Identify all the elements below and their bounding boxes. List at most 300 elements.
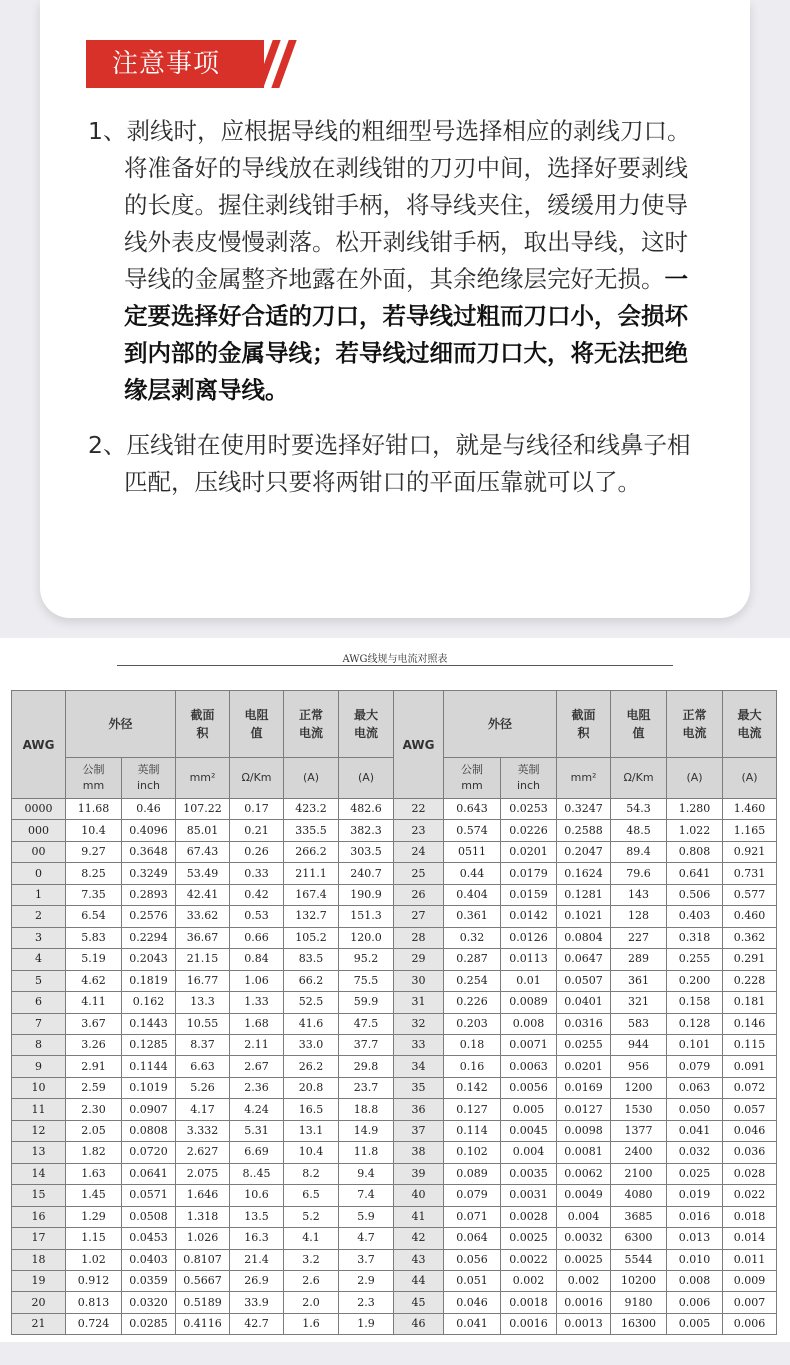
table-cell: 1.460: [723, 799, 777, 820]
table-row: [12, 1013, 777, 1034]
awg-gauge-cell: 5: [12, 970, 66, 991]
awg-gauge-cell: 28: [394, 927, 444, 948]
table-cell: 0.0016: [501, 1313, 557, 1334]
table-cell: 266.2: [284, 841, 339, 862]
header-metric: 公制 mm: [444, 758, 501, 799]
awg-gauge-cell: 15: [12, 1185, 66, 1206]
table-cell: 14.9: [339, 1120, 394, 1141]
header-imperial: 英制 inch: [501, 758, 557, 799]
awg-gauge-cell: 46: [394, 1313, 444, 1334]
table-cell: 0.158: [667, 992, 723, 1013]
table-cell: 0.005: [501, 1099, 557, 1120]
table-cell: 0.0253: [501, 799, 557, 820]
table-cell: 42.7: [230, 1313, 284, 1334]
table-cell: 0.2294: [122, 927, 176, 948]
awg-gauge-cell: 21: [12, 1313, 66, 1334]
table-cell: 3.26: [66, 1034, 122, 1055]
bottom-strip: [0, 1342, 790, 1365]
table-row: [12, 949, 777, 970]
table-cell: 0.361: [444, 906, 501, 927]
table-cell: 0.0201: [557, 1056, 611, 1077]
table-row: [12, 906, 777, 927]
table-cell: 29.8: [339, 1056, 394, 1077]
note-paragraph-2: [88, 427, 698, 501]
awg-gauge-cell: 0: [12, 863, 66, 884]
table-cell: 1.15: [66, 1228, 122, 1249]
awg-gauge-cell: 18: [12, 1249, 66, 1270]
table-cell: 67.43: [176, 841, 230, 862]
table-cell: 0.0316: [557, 1013, 611, 1034]
table-cell: 3.332: [176, 1120, 230, 1141]
table-cell: 0.3648: [122, 841, 176, 862]
table-cell: 1.45: [66, 1185, 122, 1206]
table-cell: 4080: [611, 1185, 667, 1206]
table-cell: 4.7: [339, 1228, 394, 1249]
table-row: [12, 1099, 777, 1120]
table-cell: 0.0359: [122, 1270, 176, 1291]
table-row: [12, 927, 777, 948]
table-cell: 33.62: [176, 906, 230, 927]
table-cell: 0.0063: [501, 1056, 557, 1077]
table-cell: 0.0401: [557, 992, 611, 1013]
table-cell: 2.59: [66, 1077, 122, 1098]
table-cell: 21.15: [176, 949, 230, 970]
table-cell: 0.018: [723, 1206, 777, 1227]
table-cell: 0.921: [723, 841, 777, 862]
header-diameter: 外径: [444, 691, 557, 758]
table-row: [12, 1056, 777, 1077]
table-cell: 0.007: [723, 1292, 777, 1313]
table-cell: 0.0022: [501, 1249, 557, 1270]
table-cell: 0.17: [230, 799, 284, 820]
table-cell: 120.0: [339, 927, 394, 948]
awg-gauge-cell: 12: [12, 1120, 66, 1141]
awg-gauge-cell: 3: [12, 927, 66, 948]
table-cell: 0.041: [667, 1120, 723, 1141]
table-cell: 0.0641: [122, 1163, 176, 1184]
table-cell: 0.1285: [122, 1034, 176, 1055]
header-normal-current: 正常 电流: [667, 691, 723, 758]
table-row: [12, 1120, 777, 1141]
table-cell: 1.165: [723, 820, 777, 841]
table-cell: 190.9: [339, 884, 394, 905]
awg-gauge-cell: 33: [394, 1034, 444, 1055]
table-cell: 0.0804: [557, 927, 611, 948]
table-cell: 0.4096: [122, 820, 176, 841]
header-max-current: 最大 电流: [723, 691, 777, 758]
awg-gauge-cell: 38: [394, 1142, 444, 1163]
header-imperial: 英制 inch: [122, 758, 176, 799]
table-cell: 321: [611, 992, 667, 1013]
table-cell: 2.075: [176, 1163, 230, 1184]
note-paragraph-1: [88, 113, 698, 409]
table-cell: 4.24: [230, 1099, 284, 1120]
table-cell: 5.19: [66, 949, 122, 970]
table-cell: 0.006: [723, 1313, 777, 1334]
table-cell: 382.3: [339, 820, 394, 841]
table-cell: 0.0028: [501, 1206, 557, 1227]
table-row: [12, 992, 777, 1013]
table-row: [12, 1313, 777, 1334]
table-title: AWG线规与电流对照表: [342, 654, 448, 665]
table-cell: 7.35: [66, 884, 122, 905]
table-cell: 0.0031: [501, 1185, 557, 1206]
table-cell: 0.254: [444, 970, 501, 991]
awg-table: [11, 690, 777, 1335]
table-cell: 20.8: [284, 1077, 339, 1098]
table-cell: 1.280: [667, 799, 723, 820]
table-cell: 0.050: [667, 1099, 723, 1120]
table-cell: 0.008: [501, 1013, 557, 1034]
awg-gauge-cell: 39: [394, 1163, 444, 1184]
awg-gauge-cell: 34: [394, 1056, 444, 1077]
table-cell: 2.627: [176, 1142, 230, 1163]
table-cell: 0.091: [723, 1056, 777, 1077]
table-cell: 0.291: [723, 949, 777, 970]
table-cell: 0.011: [723, 1249, 777, 1270]
table-row: [12, 1270, 777, 1291]
table-cell: 0.0285: [122, 1313, 176, 1334]
table-cell: 13.1: [284, 1120, 339, 1141]
table-cell: 0.002: [501, 1270, 557, 1291]
header-resistance-unit: Ω/Km: [230, 758, 284, 799]
table-cell: 42.41: [176, 884, 230, 905]
table-cell: 0.0035: [501, 1163, 557, 1184]
awg-gauge-cell: 4: [12, 949, 66, 970]
table-cell: 0.362: [723, 927, 777, 948]
table-cell: 37.7: [339, 1034, 394, 1055]
table-cell: 289: [611, 949, 667, 970]
awg-gauge-cell: 00: [12, 841, 66, 862]
table-cell: 0.1144: [122, 1056, 176, 1077]
table-cell: 21.4: [230, 1249, 284, 1270]
table-cell: 95.2: [339, 949, 394, 970]
table-cell: 2.6: [284, 1270, 339, 1291]
table-cell: 0.010: [667, 1249, 723, 1270]
table-cell: 6.54: [66, 906, 122, 927]
table-cell: 2.67: [230, 1056, 284, 1077]
table-cell: 0.1819: [122, 970, 176, 991]
table-cell: 6.5: [284, 1185, 339, 1206]
table-cell: 9.27: [66, 841, 122, 862]
table-cell: 4.62: [66, 970, 122, 991]
table-cell: 0.1443: [122, 1013, 176, 1034]
table-cell: 0.016: [667, 1206, 723, 1227]
awg-gauge-cell: 41: [394, 1206, 444, 1227]
table-cell: 5.31: [230, 1120, 284, 1141]
awg-gauge-cell: 22: [394, 799, 444, 820]
table-cell: 0.2047: [557, 841, 611, 862]
table-cell: 128: [611, 906, 667, 927]
table-cell: 6300: [611, 1228, 667, 1249]
table-cell: 0.0113: [501, 949, 557, 970]
awg-gauge-cell: 29: [394, 949, 444, 970]
table-cell: 0.3249: [122, 863, 176, 884]
table-cell: 151.3: [339, 906, 394, 927]
awg-gauge-cell: 31: [394, 992, 444, 1013]
table-cell: 0.44: [444, 863, 501, 884]
table-cell: 6.63: [176, 1056, 230, 1077]
table-cell: 0.002: [557, 1270, 611, 1291]
table-cell: 0.574: [444, 820, 501, 841]
table-cell: 0.0016: [557, 1292, 611, 1313]
awg-gauge-cell: 14: [12, 1163, 66, 1184]
table-cell: 0.01: [501, 970, 557, 991]
table-cell: 0.2576: [122, 906, 176, 927]
table-cell: 0.33: [230, 863, 284, 884]
table-cell: 10.55: [176, 1013, 230, 1034]
table-cell: 0.912: [66, 1270, 122, 1291]
awg-gauge-cell: 36: [394, 1099, 444, 1120]
table-cell: 0.1021: [557, 906, 611, 927]
table-cell: 0.004: [501, 1142, 557, 1163]
table-cell: 0.0127: [557, 1099, 611, 1120]
table-cell: 0.287: [444, 949, 501, 970]
table-cell: 2.30: [66, 1099, 122, 1120]
table-cell: 3685: [611, 1206, 667, 1227]
awg-gauge-cell: 43: [394, 1249, 444, 1270]
table-cell: 583: [611, 1013, 667, 1034]
table-cell: 0.0045: [501, 1120, 557, 1141]
table-cell: 0.025: [667, 1163, 723, 1184]
table-cell: 0.0089: [501, 992, 557, 1013]
table-cell: 0511: [444, 841, 501, 862]
table-cell: 0.506: [667, 884, 723, 905]
table-cell: 0.318: [667, 927, 723, 948]
awg-gauge-cell: 44: [394, 1270, 444, 1291]
table-cell: 0.0081: [557, 1142, 611, 1163]
table-cell: 1.02: [66, 1249, 122, 1270]
table-cell: 0.203: [444, 1013, 501, 1034]
awg-gauge-cell: 2: [12, 906, 66, 927]
awg-gauge-cell: 0000: [12, 799, 66, 820]
table-cell: 0.2043: [122, 949, 176, 970]
table-cell: 4.17: [176, 1099, 230, 1120]
table-cell: 0.53: [230, 906, 284, 927]
table-cell: 53.49: [176, 863, 230, 884]
header-current-unit: (A): [723, 758, 777, 799]
awg-gauge-cell: 37: [394, 1120, 444, 1141]
table-cell: 0.146: [723, 1013, 777, 1034]
table-cell: 0.16: [444, 1056, 501, 1077]
header-max-current: 最大 电流: [339, 691, 394, 758]
table-cell: 1200: [611, 1077, 667, 1098]
awg-gauge-cell: 20: [12, 1292, 66, 1313]
table-cell: 0.022: [723, 1185, 777, 1206]
table-cell: 0.041: [444, 1313, 501, 1334]
table-cell: 143: [611, 884, 667, 905]
header-awg: AWG: [394, 691, 444, 799]
table-cell: 2.36: [230, 1077, 284, 1098]
table-cell: 0.0571: [122, 1185, 176, 1206]
table-cell: 0.404: [444, 884, 501, 905]
table-cell: 6.69: [230, 1142, 284, 1163]
table-cell: 0.0013: [557, 1313, 611, 1334]
table-cell: 0.0808: [122, 1120, 176, 1141]
table-cell: 1.9: [339, 1313, 394, 1334]
table-cell: 8.25: [66, 863, 122, 884]
table-cell: 0.0201: [501, 841, 557, 862]
header-area-unit: mm²: [557, 758, 611, 799]
table-cell: 1.33: [230, 992, 284, 1013]
table-cell: 0.032: [667, 1142, 723, 1163]
awg-gauge-cell: 42: [394, 1228, 444, 1249]
table-cell: 0.162: [122, 992, 176, 1013]
table-cell: 1.646: [176, 1185, 230, 1206]
table-cell: 0.643: [444, 799, 501, 820]
table-cell: 1.026: [176, 1228, 230, 1249]
header-area-unit: mm²: [176, 758, 230, 799]
table-row: [12, 1034, 777, 1055]
table-cell: 79.6: [611, 863, 667, 884]
table-cell: 167.4: [284, 884, 339, 905]
table-cell: 0.0071: [501, 1034, 557, 1055]
awg-gauge-cell: 17: [12, 1228, 66, 1249]
table-cell: 0.460: [723, 906, 777, 927]
table-cell: 47.5: [339, 1013, 394, 1034]
note-1-emphasis: 一定要选择好合适的刀口，若导线过粗而刀口小，会损坏到内部的金属导线；若导线过细而刀口大，将无法把绝缘层剥离导线。: [124, 265, 688, 404]
table-cell: 26.9: [230, 1270, 284, 1291]
table-row: [12, 970, 777, 991]
table-cell: 0.079: [667, 1056, 723, 1077]
table-cell: 0.0647: [557, 949, 611, 970]
table-cell: 5544: [611, 1249, 667, 1270]
table-cell: 0.8107: [176, 1249, 230, 1270]
awg-gauge-cell: 9: [12, 1056, 66, 1077]
table-cell: 0.101: [667, 1034, 723, 1055]
table-cell: 1.318: [176, 1206, 230, 1227]
table-cell: 5.83: [66, 927, 122, 948]
awg-gauge-cell: 32: [394, 1013, 444, 1034]
table-cell: 423.2: [284, 799, 339, 820]
table-cell: 9180: [611, 1292, 667, 1313]
table-cell: 0.0098: [557, 1120, 611, 1141]
table-cell: 0.181: [723, 992, 777, 1013]
table-cell: 0.1019: [122, 1077, 176, 1098]
table-cell: 0.0025: [501, 1228, 557, 1249]
awg-gauge-cell: 24: [394, 841, 444, 862]
table-cell: 0.42: [230, 884, 284, 905]
table-cell: 0.0018: [501, 1292, 557, 1313]
table-cell: 33.0: [284, 1034, 339, 1055]
table-cell: 16.77: [176, 970, 230, 991]
header-resistance: 电阻 值: [611, 691, 667, 758]
table-cell: 0.1624: [557, 863, 611, 884]
table-cell: 0.056: [444, 1249, 501, 1270]
table-cell: 33.9: [230, 1292, 284, 1313]
table-cell: 0.577: [723, 884, 777, 905]
table-cell: 1.68: [230, 1013, 284, 1034]
awg-gauge-cell: 10: [12, 1077, 66, 1098]
table-cell: 227: [611, 927, 667, 948]
table-cell: 0.0403: [122, 1249, 176, 1270]
table-cell: 335.5: [284, 820, 339, 841]
table-cell: 1.82: [66, 1142, 122, 1163]
table-cell: 16.5: [284, 1099, 339, 1120]
table-cell: 0.66: [230, 927, 284, 948]
table-cell: 0.731: [723, 863, 777, 884]
table-cell: 8.37: [176, 1034, 230, 1055]
table-cell: 2.05: [66, 1120, 122, 1141]
table-cell: 0.0025: [557, 1249, 611, 1270]
table-cell: 0.0062: [557, 1163, 611, 1184]
table-cell: 3.2: [284, 1249, 339, 1270]
table-cell: 0.028: [723, 1163, 777, 1184]
table-cell: 0.226: [444, 992, 501, 1013]
awg-gauge-cell: 1: [12, 884, 66, 905]
table-cell: 0.0255: [557, 1034, 611, 1055]
table-cell: 0.115: [723, 1034, 777, 1055]
table-cell: 0.46: [122, 799, 176, 820]
table-cell: 1377: [611, 1120, 667, 1141]
table-cell: 0.724: [66, 1313, 122, 1334]
table-cell: 7.4: [339, 1185, 394, 1206]
table-cell: 0.813: [66, 1292, 122, 1313]
table-cell: 944: [611, 1034, 667, 1055]
table-cell: 66.2: [284, 970, 339, 991]
table-row: [12, 884, 777, 905]
awg-gauge-cell: 6: [12, 992, 66, 1013]
table-cell: 83.5: [284, 949, 339, 970]
table-cell: 0.064: [444, 1228, 501, 1249]
table-row: [12, 799, 777, 820]
table-cell: 0.071: [444, 1206, 501, 1227]
table-cell: 9.4: [339, 1163, 394, 1184]
table-cell: 0.051: [444, 1270, 501, 1291]
header-area: 截面 积: [557, 691, 611, 758]
table-cell: 13.3: [176, 992, 230, 1013]
table-cell: 2.3: [339, 1292, 394, 1313]
table-row: [12, 841, 777, 862]
table-cell: 54.3: [611, 799, 667, 820]
table-cell: 0.005: [667, 1313, 723, 1334]
table-cell: 0.4116: [176, 1313, 230, 1334]
table-cell: 0.0226: [501, 820, 557, 841]
table-cell: 0.046: [723, 1120, 777, 1141]
table-cell: 2100: [611, 1163, 667, 1184]
header-diameter: 外径: [66, 691, 176, 758]
awg-gauge-cell: 45: [394, 1292, 444, 1313]
table-cell: 0.2893: [122, 884, 176, 905]
awg-gauge-cell: 8: [12, 1034, 66, 1055]
table-cell: 0.089: [444, 1163, 501, 1184]
table-cell: 0.403: [667, 906, 723, 927]
table-cell: 0.006: [667, 1292, 723, 1313]
header-current-unit: (A): [284, 758, 339, 799]
table-cell: 10200: [611, 1270, 667, 1291]
table-cell: 0.0056: [501, 1077, 557, 1098]
notice-title: 注意事项: [86, 40, 264, 88]
table-cell: 0.036: [723, 1142, 777, 1163]
table-cell: 1.29: [66, 1206, 122, 1227]
awg-gauge-cell: 27: [394, 906, 444, 927]
table-cell: 0.0907: [122, 1099, 176, 1120]
table-row: [12, 1077, 777, 1098]
table-cell: 2.0: [284, 1292, 339, 1313]
table-cell: 3.67: [66, 1013, 122, 1034]
table-cell: 0.004: [557, 1206, 611, 1227]
table-cell: 1530: [611, 1099, 667, 1120]
table-cell: 3.7: [339, 1249, 394, 1270]
table-cell: 2.11: [230, 1034, 284, 1055]
header-resistance-unit: Ω/Km: [611, 758, 667, 799]
table-row: [12, 820, 777, 841]
note-1-text: 1、剥线时，应根据导线的粗细型号选择相应的剥线刀口。将准备好的导线放在剥线钳的刀刃中间，选择好要剥线的长度。握住剥线钳手柄，将导线夹住，缓缓用力使导线外表皮慢慢剥落。松开剥线钳手柄，取出导线，这时导线的金属整齐地露在外面，其余绝缘层完好无损。: [88, 117, 691, 293]
table-row: [12, 1185, 777, 1206]
header-normal-current: 正常 电流: [284, 691, 339, 758]
awg-gauge-cell: 30: [394, 970, 444, 991]
table-cell: 5.26: [176, 1077, 230, 1098]
